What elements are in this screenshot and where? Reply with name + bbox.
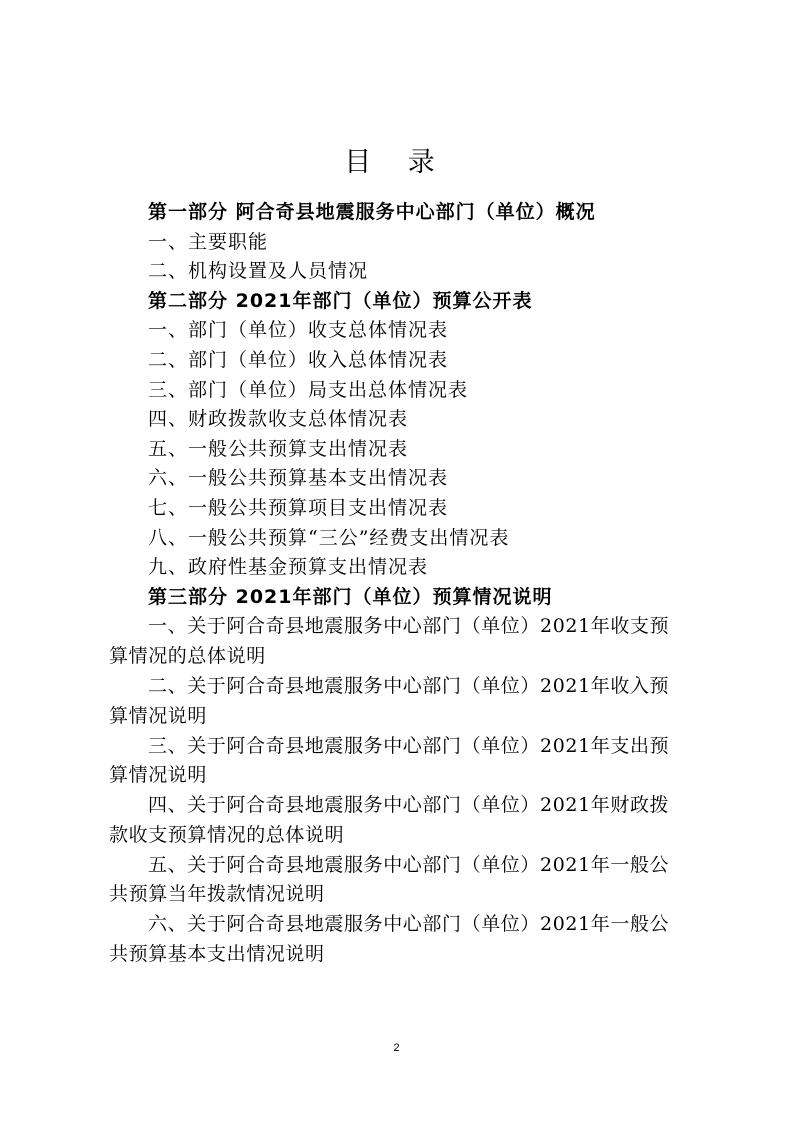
explanation-line: 三、关于阿合奇县地震服务中心部门（单位）2021年支出预 [148, 734, 670, 757]
toc-item: 五、一般公共预算支出情况表 [148, 437, 409, 460]
toc-item: 七、一般公共预算项目支出情况表 [148, 496, 449, 519]
explanation-line: 四、关于阿合奇县地震服务中心部门（单位）2021年财政拨 [148, 794, 670, 817]
toc-item: 三、部门（单位）局支出总体情况表 [148, 378, 469, 401]
explanation-line: 共预算基本支出情况说明 [109, 943, 325, 966]
toc-explanation-item [109, 910, 709, 970]
toc-item: 二、机构设置及人员情况 [148, 260, 369, 283]
part-heading: 第三部分 2021年部门（单位）预算情况说明 [148, 585, 553, 608]
toc-item: 九、政府性基金预算支出情况表 [148, 556, 429, 579]
explanation-line: 算情况说明 [109, 764, 208, 787]
explanation-line: 款收支预算情况的总体说明 [109, 823, 345, 846]
explanation-line: 五、关于阿合奇县地震服务中心部门（单位）2021年一般公 [148, 853, 670, 876]
toc-explanation-item [109, 612, 709, 672]
toc-explanation-item [109, 672, 709, 732]
toc-explanation-item [109, 732, 709, 792]
toc-item: 一、主要职能 [148, 230, 269, 253]
table-of-contents [109, 198, 709, 970]
toc-item: 六、一般公共预算基本支出情况表 [148, 467, 449, 490]
toc-explanation-item [109, 791, 709, 851]
toc-item: 二、部门（单位）收入总体情况表 [148, 348, 449, 371]
explanation-line: 算情况的总体说明 [109, 645, 266, 668]
part-heading: 第一部分 阿合奇县地震服务中心部门（单位）概况 [148, 201, 596, 223]
explanation-line: 六、关于阿合奇县地震服务中心部门（单位）2021年一般公 [148, 913, 670, 936]
toc-item: 四、财政拨款收支总体情况表 [148, 408, 409, 431]
explanation-line: 算情况说明 [109, 704, 208, 727]
explanation-line: 一、关于阿合奇县地震服务中心部门（单位）2021年收支预 [148, 615, 670, 638]
toc-explanation-item [109, 851, 709, 911]
page-number: 2 [393, 1042, 400, 1054]
toc-item: 八、一般公共预算“三公”经费支出情况表 [148, 526, 510, 549]
explanation-line: 二、关于阿合奇县地震服务中心部门（单位）2021年收入预 [148, 674, 670, 697]
part-heading: 第二部分 2021年部门（单位）预算公开表 [148, 289, 533, 312]
page-title: 目 录 [344, 147, 449, 178]
explanation-line: 共预算当年拨款情况说明 [109, 883, 325, 906]
toc-item: 一、部门（单位）收支总体情况表 [148, 319, 449, 342]
